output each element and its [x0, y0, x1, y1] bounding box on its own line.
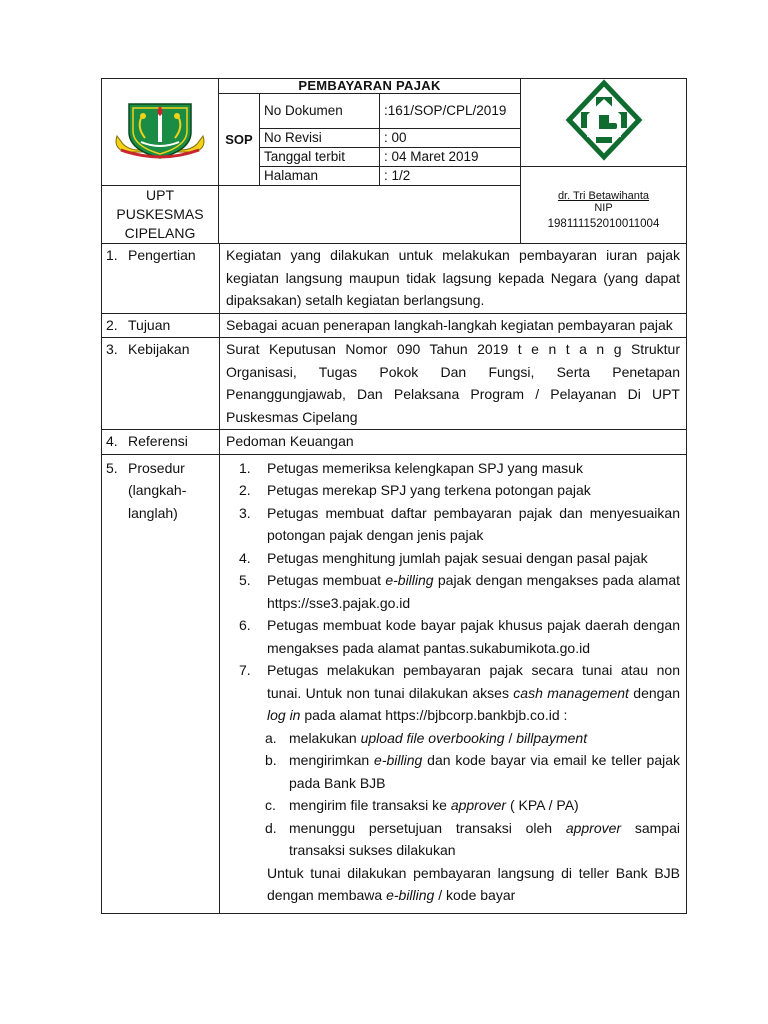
- closing-text-part: / kode bayar: [434, 887, 516, 903]
- step-text: Petugas membuat: [267, 572, 386, 588]
- closing-text-part: Untuk tunai dilakukan pembayaran langsung di teller Bank BJB dengan membawa: [267, 864, 680, 903]
- sub-step-letter: b.: [265, 752, 277, 768]
- sub-step-item: [226, 817, 680, 862]
- meta-key: No Revisi: [260, 129, 380, 148]
- org-line: PUSKESMAS: [116, 206, 204, 222]
- sub-step-text: dan kode bayar via email ke teller pajak pada Bank BJB: [289, 752, 681, 791]
- sub-step-text-italic: upload file overbooking: [360, 729, 505, 746]
- sub-step-item: [226, 794, 680, 817]
- meta-value: : 04 Maret 2019: [380, 148, 521, 167]
- section-label: [102, 338, 220, 430]
- section-title: Referensi: [128, 433, 188, 449]
- step-text: Petugas menghitung jumlah pajak sesuai dengan pasal pajak: [267, 549, 648, 566]
- step-item: [226, 479, 680, 502]
- sop-body-table: [101, 243, 687, 914]
- sub-step-text-italic: approver: [450, 797, 507, 813]
- city-emblem-cell: [102, 79, 219, 186]
- section-tujuan: [102, 313, 687, 338]
- section-number: 3.: [106, 341, 118, 357]
- step-text: Petugas merekap SPJ yang terkena potongan pajak: [267, 482, 591, 498]
- section-title: Pengertian: [128, 247, 196, 263]
- sub-step-text: ( KPA / PA): [506, 797, 579, 813]
- sop-label: SOP: [219, 94, 260, 186]
- step-number: 7.: [239, 662, 251, 678]
- step-item: [226, 614, 680, 659]
- step-number: 2.: [239, 482, 251, 498]
- empty-cell: [219, 186, 521, 244]
- sukabumi-city-emblem-icon: [111, 98, 209, 162]
- org-line: UPT: [146, 187, 174, 203]
- closing-text: [226, 862, 680, 907]
- meta-key: Halaman: [260, 167, 380, 186]
- sub-step-letter: c.: [265, 797, 276, 813]
- signature-block: [521, 167, 687, 244]
- step-text: pajak dengan mengakses pada alamat https://sse3.pajak.go.id: [267, 572, 680, 611]
- document-title: PEMBAYARAN PAJAK: [219, 79, 521, 94]
- puskesmas-logo-cell: [521, 79, 687, 167]
- section-number: 1.: [106, 247, 118, 263]
- step-number: 3.: [239, 504, 251, 521]
- meta-value: : 00: [380, 129, 521, 148]
- step-number: 4.: [239, 549, 251, 566]
- section-title-line: langlah): [128, 504, 178, 521]
- section-label: [102, 430, 220, 455]
- section-label: [102, 244, 220, 314]
- sub-step-letter: a.: [265, 729, 277, 746]
- sub-step-text: sampai transaksi sukses dilakukan: [289, 819, 680, 858]
- sub-step-text: mengirim file transaksi ke: [289, 797, 451, 813]
- section-title: Tujuan: [128, 316, 171, 333]
- step-text: dengan: [628, 684, 680, 701]
- meta-value: : 1/2: [380, 167, 521, 186]
- nip-label: NIP: [594, 202, 613, 214]
- sub-step-text: melakukan: [289, 729, 361, 746]
- sub-step-text-italic: approver: [565, 819, 622, 836]
- section-title: Prosedur: [128, 459, 185, 476]
- section-label: [102, 454, 220, 913]
- step-item: [226, 547, 680, 570]
- meta-key: No Dokumen: [260, 94, 380, 129]
- section-referensi: [102, 430, 687, 455]
- step-number: 6.: [239, 617, 251, 633]
- sub-step-letter: d.: [265, 819, 277, 836]
- section-number: 2.: [106, 316, 118, 333]
- sub-step-text-italic: billpayment: [516, 729, 588, 746]
- step-item: [226, 457, 680, 480]
- section-label: [102, 313, 220, 338]
- puskesmas-logo-icon: [563, 79, 645, 161]
- sub-step-item: [226, 749, 680, 794]
- closing-text-italic: e-billing: [386, 887, 435, 903]
- meta-value: :161/SOP/CPL/2019: [380, 94, 521, 129]
- section-number: 4.: [106, 433, 118, 449]
- nip-value: 198111152010011004: [547, 218, 660, 230]
- sub-step-item: [226, 727, 680, 750]
- section-text: Surat Keputusan Nomor 090 Tahun 2019 t e n t a n g Struktur Organisasi, Tugas Pokok Dan Fungsi, Serta Penetapan Penanggungjawab, Dan Pelaksana Program / Pelayanan Di UPT Puskesmas Cipelang: [220, 338, 687, 430]
- signer-name: dr. Tri Betawihanta: [557, 190, 650, 202]
- section-title-line: (langkah-: [128, 482, 187, 498]
- organization-name: [102, 186, 219, 244]
- sub-step-text: /: [504, 729, 517, 746]
- procedure-steps: [220, 454, 687, 913]
- section-title: Kebijakan: [128, 341, 190, 357]
- meta-key: Tanggal terbit: [260, 148, 380, 167]
- section-number: 5.: [106, 459, 118, 476]
- sub-step-text: menunggu persetujuan transaksi oleh: [289, 819, 566, 836]
- step-text-italic: e-billing: [385, 572, 434, 588]
- step-text: Petugas memeriksa kelengkapan SPJ yang masuk: [267, 459, 583, 476]
- step-number: 5.: [239, 572, 251, 588]
- step-text: Petugas membuat kode bayar pajak khusus pajak daerah dengan mengakses pada alamat pantas.sukabumikota.go.id: [267, 617, 680, 656]
- section-kebijakan: [102, 338, 687, 430]
- step-text: pada alamat https://bjbcorp.bankbjb.co.id :: [300, 707, 568, 723]
- step-text: Petugas melakukan pembayaran pajak secara tunai atau non tunai. Untuk non tunai dilakukan akses: [267, 662, 680, 701]
- sub-step-text-italic: e-billing: [374, 752, 423, 768]
- sub-step-text: mengirimkan: [289, 752, 375, 768]
- section-text: Sebagai acuan penerapan langkah-langkah kegiatan pembayaran pajak: [220, 313, 687, 338]
- org-line: CIPELANG: [124, 225, 196, 241]
- step-text-italic: cash management: [513, 684, 629, 701]
- section-text: Kegiatan yang dilakukan untuk melakukan pembayaran iuran pajak kegiatan langsung maupun tidak lagsung kepada Negara (yang dapat dipaksakan) setalh kegiatan berlangsung.: [220, 244, 687, 314]
- step-item: [226, 659, 680, 727]
- step-item: [226, 502, 680, 547]
- step-text-italic: log in: [267, 707, 301, 723]
- sop-header-table: [101, 78, 687, 244]
- section-prosedur: [102, 454, 687, 913]
- section-pengertian: [102, 244, 687, 314]
- step-text: Petugas membuat daftar pembayaran pajak dan menyesuaikan potongan pajak dengan jenis pajak: [267, 504, 680, 543]
- section-text: Pedoman Keuangan: [220, 430, 687, 455]
- step-item: [226, 569, 680, 614]
- step-number: 1.: [239, 459, 251, 476]
